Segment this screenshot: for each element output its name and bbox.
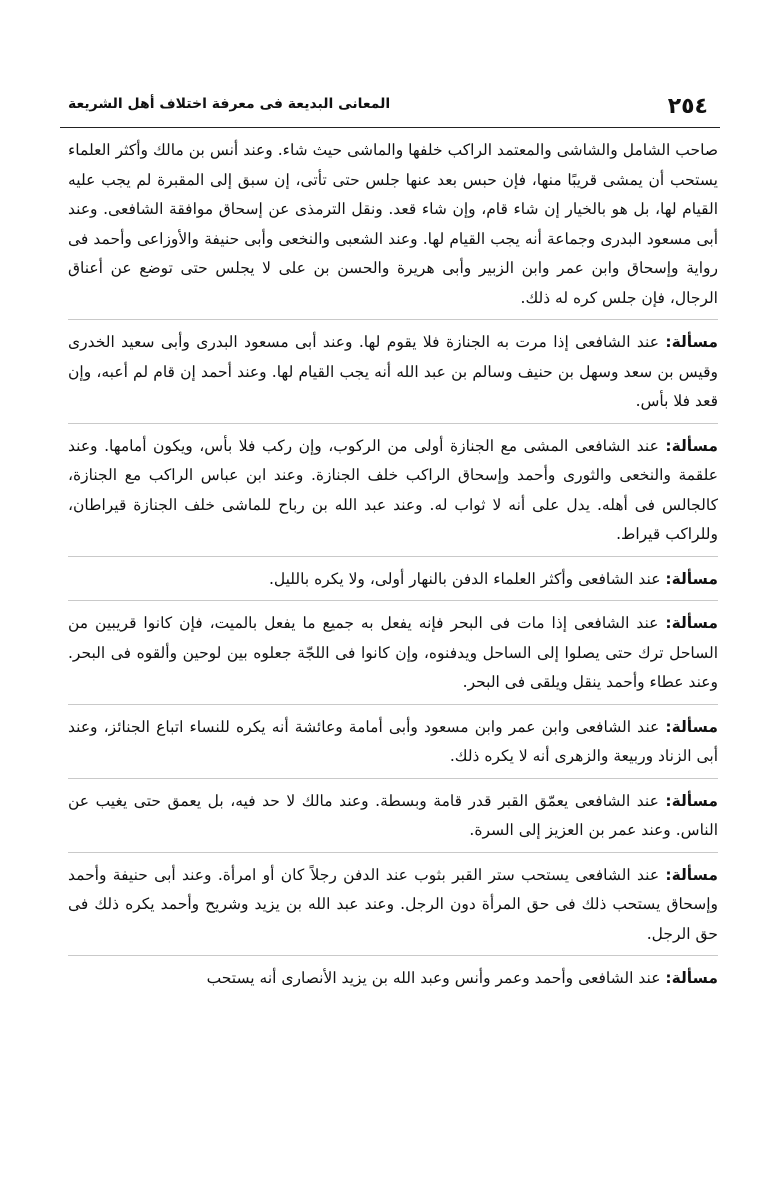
masala-text: عند الشافعى المشى مع الجنازة أولى من الركوب، وإن ركب فلا بأس، ويكون أمامها. وعند علقمة والنخعى والثورى وأحمد وإسحاق الراكب خلف الجنازة. وعند ابن عباس الراكب مع الجنازة، كالجالس فى أهله. يدل على أنه لا ثواب له. وعند عبد الله بن رباح للماشى خلف الجنازة قيراطان، وللراكب قيراط. — [68, 436, 718, 543]
section-divider — [68, 778, 718, 779]
masala-text: عند الشافعى وأكثر العلماء الدفن بالنهار أولى، ولا يكره بالليل. — [268, 569, 661, 588]
section-divider — [68, 423, 718, 424]
masala-label: مسألة: — [665, 614, 718, 632]
masala-label: مسألة: — [665, 436, 718, 455]
running-title: المعانى البديعة فى معرفة اختلاف أهل الشريعة — [68, 96, 391, 112]
header-rule — [60, 127, 720, 128]
masala-section — [68, 328, 718, 417]
section-divider — [68, 852, 718, 853]
masala-section — [68, 787, 718, 846]
section-divider — [68, 600, 718, 601]
masala-label: مسألة: — [665, 969, 718, 987]
masala-label: مسألة: — [665, 791, 718, 810]
masala-section — [68, 565, 718, 595]
masala-section — [68, 609, 718, 698]
masala-label: مسألة: — [665, 333, 718, 351]
masala-section — [68, 713, 718, 772]
masala-section — [68, 861, 718, 950]
masala-text: عند الشافعى وابن عمر وابن مسعود وأبى أمامة وعائشة أنه يكره للنساء اتباع الجنائز، وعند أبى الزناد وربيعة والزهرى أنه لا يكره ذلك. — [68, 717, 718, 765]
paragraph — [68, 136, 718, 313]
masala-label: مسألة: — [665, 865, 718, 884]
masala-text: عند الشافعى يستحب ستر القبر بثوب عند الدفن رجلاً كان أو امرأة. وعند أبى حنيفة وأحمد وإسحاق يستحب ذلك فى حق المرأة دون الرجل. وعند عبد الله بن يزيد وشريح وأحمد يكره ذلك فى حق الرجل. — [68, 865, 718, 943]
section-divider — [68, 319, 718, 320]
section-divider — [68, 955, 718, 956]
masala-label: مسألة: — [665, 569, 718, 588]
section-divider — [68, 704, 718, 705]
page-header — [60, 90, 720, 124]
masala-section — [68, 964, 718, 994]
masala-text: عند الشافعى إذا مرت به الجنازة فلا يقوم لها. وعند أبى مسعود البدرى وأبى سعيد الخدرى وقيس بن سعد وسهل بن حنيف وسالم بن عبد الله أنه يجب القيام لها. وعند أحمد إن قام لم أعبه، وإن قعد فلا بأس. — [68, 333, 718, 410]
page-number: ٢٥٤ — [667, 94, 708, 119]
masala-label: مسألة: — [665, 717, 718, 736]
section-divider — [68, 556, 718, 557]
page-body — [68, 136, 718, 994]
paragraph-text: صاحب الشامل والشاشى والمعتمد الراكب خلفها والماشى حيث شاء. وعند أنس بن مالك وأكثر العلماء يستحب أن يمشى قريبًا منها، فإن حبس بعد عنها جلس حتى تأتى، إن سبق إلى المقبرة لم يجب عليه القيام لها، بل هو بالخيار إن شاء قام، وإن شاء قعد. ونقل الترمذى عن إسحاق موافقة الشافعى. وعند أبى مسعود البدرى وجماعة أنه يجب القيام لها. وعند الشعبى والنخعى وأبى حنيفة والأوزاعى وأحمد فى رواية وإسحاق وابن عمر وابن الزبير وأبى هريرة والحسن بن على لا يجلس حتى توضع عن أعناق الرجال، فإن جلس كره له ذلك. — [68, 141, 718, 307]
masala-text: عند الشافعى إذا مات فى البحر فإنه يفعل به جميع ما يفعل بالميت، فإن كانوا قريبين من الساحل ترك حتى يصلوا إلى الساحل ويدفنوه، وإن كانوا فى اللجّة جعلوه بين لوحين وألقوه فى البحر. وعند عطاء وأحمد ينقل ويلقى فى البحر. — [68, 614, 718, 691]
masala-text: عند الشافعى وأحمد وعمر وأنس وعبد الله بن يزيد الأنصارى أنه يستحب — [206, 969, 661, 987]
masala-section — [68, 432, 718, 550]
masala-text: عند الشافعى يعمّق القبر قدر قامة وبسطة. وعند مالك لا حد فيه، بل يعمق حتى يغيب عن الناس. وعند عمر بن العزيز إلى السرة. — [68, 791, 718, 839]
